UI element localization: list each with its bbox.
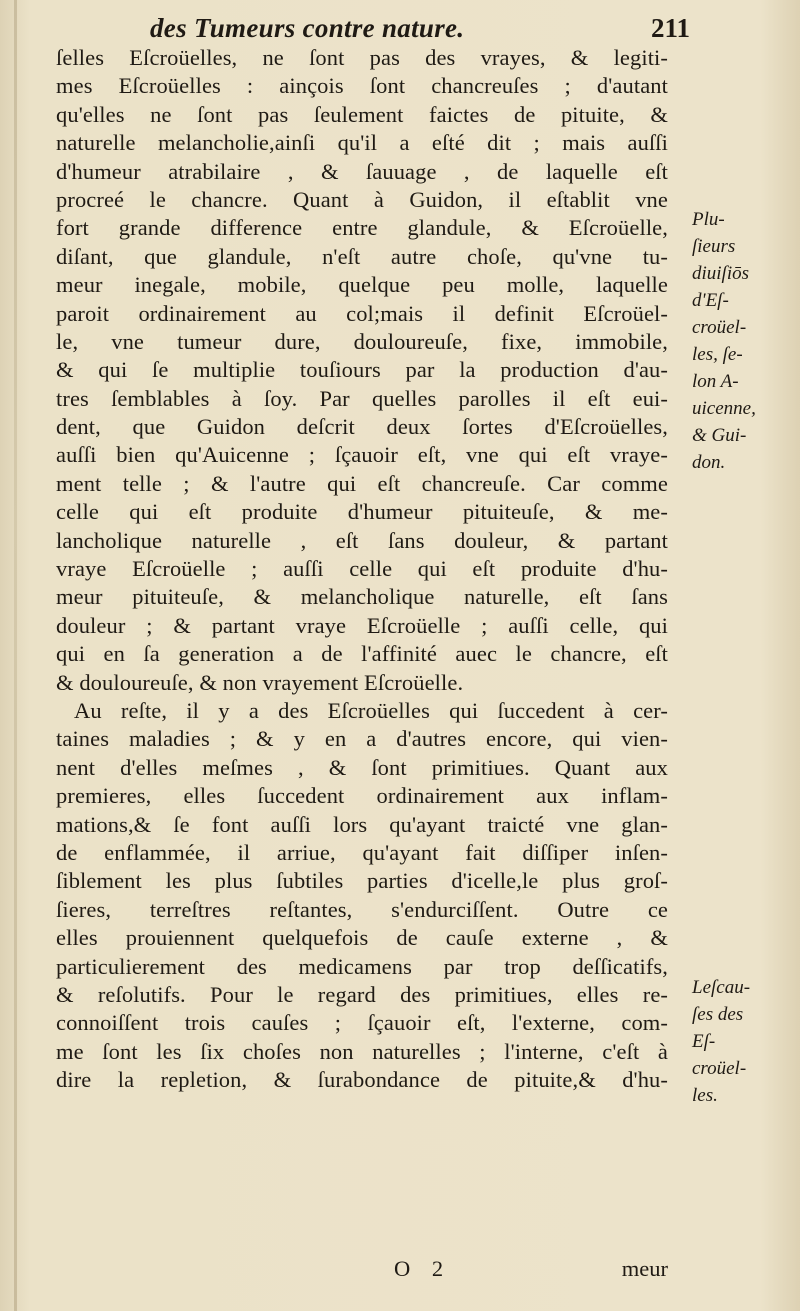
text-line: d'humeur atrabilaire , & ſauuage , de laquelle eſt — [56, 158, 668, 184]
text-line: le, vne tumeur dure, douloureuſe, fixe, immobile, — [56, 328, 668, 354]
text-line: particulierement des medicamens par trop deſſicatifs, — [56, 953, 668, 979]
catchword: meur — [621, 1256, 668, 1281]
text-line: paroit ordinairement au col;mais il definit Eſcroüel- — [56, 300, 668, 326]
text-line: ment telle ; & l'autre qui eſt chancreuſe. Car comme — [56, 470, 668, 496]
running-head — [150, 8, 750, 48]
binding-gutter — [14, 0, 17, 1311]
text-line: & qui ſe multiplie touſiours par la production d'au- — [56, 357, 668, 383]
margin-note-line: uicenne, — [692, 398, 756, 419]
text-line: meur inegale, mobile, quelque peu molle, laquelle — [56, 272, 668, 298]
text-line: diſant, que glandule, n'eſt autre choſe, qu'vne tu- — [56, 243, 668, 269]
text-line: premieres, elles ſuccedent ordinairement aux inflam- — [56, 783, 668, 809]
margin-note-line: ſes des — [692, 1004, 744, 1025]
signature-mark: O 2 — [394, 1256, 452, 1281]
text-line: dire la repletion, & ſurabondance de pituite,& d'hu- — [56, 1067, 668, 1093]
text-line: meur pituiteuſe, & melancholique naturelle, eſt ſans — [56, 584, 668, 610]
text-line: ſieres, terreſtres reſtantes, s'endurciſſent. Outre ce — [56, 896, 668, 922]
page-number: 211 — [650, 13, 690, 43]
page-footer — [56, 1256, 668, 1286]
margin-note-divisions — [692, 206, 780, 476]
margin-note-line: don. — [692, 452, 726, 473]
text-line: lancholique naturelle , eſt ſans douleur, & partant — [56, 527, 668, 553]
margin-note-line: croüel- — [692, 317, 747, 338]
running-title: des Tumeurs contre nature. — [150, 13, 465, 43]
text-line: douleur ; & partant vraye Eſcroüelle ; auſſi celle, qui — [56, 612, 668, 638]
margin-note-line: les. — [692, 1085, 718, 1106]
margin-note-line: ſieurs — [692, 236, 736, 257]
text-line: procreé le chancre. Quant à Guidon, il eſtablit vne — [56, 186, 668, 212]
margin-note-line: lon A- — [692, 371, 739, 392]
margin-note-line: Plu- — [692, 209, 725, 230]
text-line: taines maladies ; & y en a d'autres encore, qui vien- — [56, 726, 668, 752]
margin-note-line: Eſ- — [692, 1031, 716, 1052]
margin-note-causes — [692, 974, 780, 1109]
text-line: nent d'elles meſmes , & ſont primitiues. Quant aux — [56, 754, 668, 780]
text-line: celle qui eſt produite d'humeur pituiteuſe, & me- — [56, 499, 668, 525]
text-line: naturelle melancholie,ainſi qu'il a eſté dit ; mais auſſi — [56, 130, 668, 156]
margin-note-line: & Gui- — [692, 425, 747, 446]
margin-note-line: croüel- — [692, 1058, 747, 1079]
text-line: elles prouiennent quelquefois de cauſe externe , & — [56, 925, 668, 951]
margin-note-line: d'Eſ- — [692, 290, 729, 311]
text-line: Au reſte, il y a des Eſcroüelles qui ſuccedent à cer- — [74, 697, 668, 723]
text-line: me ſont les ſix choſes non naturelles ; l'interne, c'eſt à — [56, 1038, 668, 1064]
text-line: qui en ſa generation a de l'affinité auec le chancre, eſt — [56, 641, 668, 667]
text-line: connoiſſent trois cauſes ; ſçauoir eſt, l'externe, com- — [56, 1010, 668, 1036]
text-line: fort grande difference entre glandule, & Eſcroüelle, — [56, 215, 668, 241]
margin-note-line: Leſcau- — [692, 977, 751, 998]
text-line: mes Eſcroüelles : ainçois ſont chancreuſes ; d'autant — [56, 73, 668, 99]
text-line: & douloureuſe, & non vrayement Eſcroüelle. — [56, 669, 464, 695]
text-line: ſelles Eſcroüelles, ne ſont pas des vrayes, & legiti- — [56, 45, 668, 70]
text-line: auſſi bien qu'Auicenne ; ſçauoir eſt, vne qui eſt vraye- — [56, 442, 668, 468]
text-line: de enflammée, il arriue, qu'ayant fait diſſiper inſen- — [56, 839, 668, 865]
text-line: dent, que Guidon deſcrit deux ſortes d'Eſcroüelles, — [56, 414, 668, 440]
margin-note-line: les, ſe- — [692, 344, 743, 365]
text-line: tres ſemblables à ſoy. Par quelles parolles il eſt eui- — [56, 385, 668, 411]
text-line: ſiblement les plus ſubtiles parties d'icelle,le plus groſ- — [56, 868, 668, 894]
text-line: & reſolutifs. Pour le regard des primitiues, elles re- — [56, 981, 668, 1007]
text-line: qu'elles ne ſont pas ſeulement faictes de pituite, & — [56, 101, 668, 127]
margin-note-line: diuiſiōs — [692, 263, 750, 284]
text-line: vraye Eſcroüelle ; auſſi celle qui eſt produite d'hu- — [56, 556, 668, 582]
text-line: mations,& ſe font auſſi lors qu'ayant traicté vne glan- — [56, 811, 668, 837]
body-text — [56, 44, 668, 1094]
